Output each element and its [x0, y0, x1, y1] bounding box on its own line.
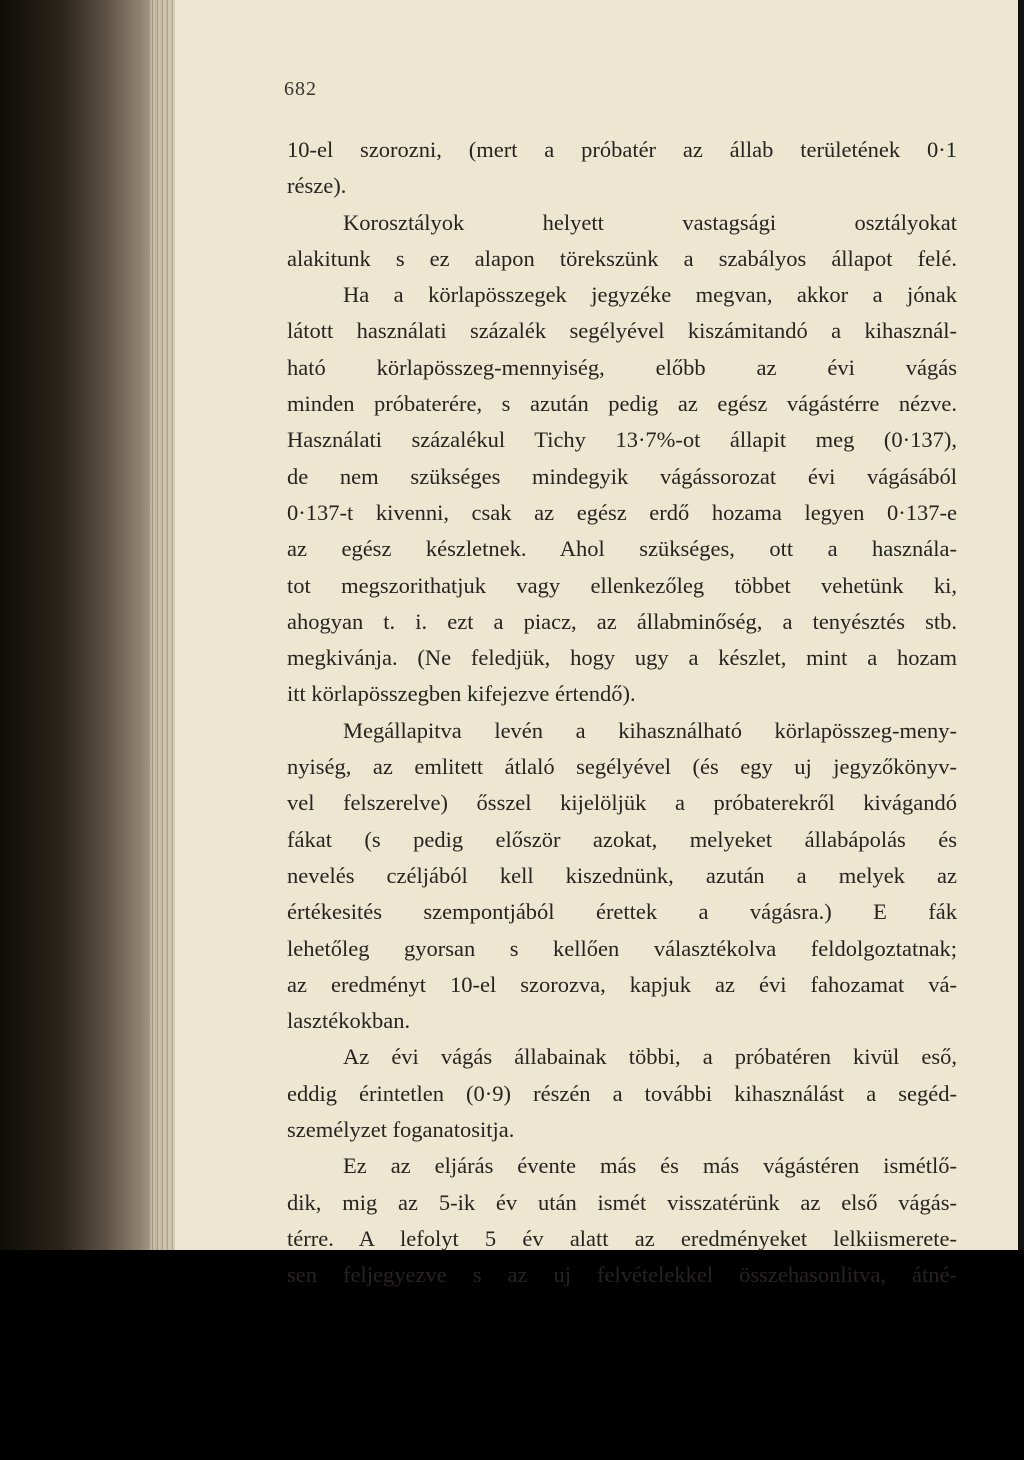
text-line: itt körlapösszegben kifejezve értendő). — [287, 681, 636, 707]
text-line: személyzet foganatositja. — [287, 1117, 515, 1143]
text-line: ható körlapösszeg-mennyiség, előbb az évi vágás — [287, 354, 957, 380]
text-line: Ez az eljárás évente más és más vágástéren ismétlő- — [343, 1153, 957, 1179]
text-line: 10-el szorozni, (mert a próbatér az állab területének 0·1 — [287, 137, 957, 162]
text-line: alakitunk s ez alapon törekszünk a szabályos állapot felé. — [287, 245, 957, 271]
text-line: eddig érintetlen (0·9) részén a további kihasználást a segéd- — [287, 1080, 957, 1106]
text-line: lasztékokban. — [287, 1008, 411, 1034]
text-line: látott használati százalék segélyével kiszámitandó a kihasznál- — [287, 318, 957, 344]
text-line: megkivánja. (Ne feledjük, hogy ugy a készlet, mint a hozam — [287, 645, 957, 671]
text-line: de nem szükséges mindegyik vágássorozat évi vágásából — [287, 463, 957, 489]
text-line: fákat (s pedig először azokat, melyeket állabápolás és — [287, 826, 957, 852]
text-line: az eredményt 10-el szorozva, kapjuk az évi fahozamat vá- — [287, 971, 957, 997]
text-line: Korosztályok helyett vastagsági osztályokat — [343, 209, 957, 235]
text-line: része). — [287, 173, 347, 199]
scan-border — [1018, 0, 1024, 1250]
text-line: Ha a körlapösszegek jegyzéke megvan, akkor a jónak — [343, 282, 957, 308]
text-line: dik, mig az 5-ik év után ismét visszatérünk az első vágás- — [287, 1189, 957, 1215]
text-line: minden próbaterére, s azután pedig az egész vágástérre nézve. — [287, 391, 957, 417]
text-line: nyiség, az emlitett átlaló segélyével (és egy uj jegyzőkönyv- — [287, 754, 957, 780]
body-text — [287, 132, 957, 1294]
book-spine — [0, 0, 175, 1250]
text-line: ahogyan t. i. ezt a piacz, az állabminőség, a tenyésztés stb. — [287, 608, 957, 634]
text-line: Az évi vágás állabainak többi, a próbatéren kivül eső, — [343, 1044, 957, 1070]
text-line: 0·137-t kivenni, csak az egész erdő hozama legyen 0·137-e — [287, 499, 957, 525]
text-line: nevelés czéljából kell kiszednünk, azután a melyek az — [287, 862, 957, 888]
text-line: tot megszorithatjuk vagy ellenkezőleg többet vehetünk ki, — [287, 572, 957, 598]
text-line: Használati százalékul Tichy 13·7%-ot állapit meg (0·137), — [287, 427, 957, 453]
text-line: vel felszerelve) ősszel kijelöljük a próbaterekről kivágandó — [287, 790, 957, 816]
text-line: térre. A lefolyt 5 év alatt az eredményeket lelkiismerete- — [287, 1225, 957, 1251]
page-number: 682 — [284, 78, 317, 100]
text-line: értékesités szempontjából érettek a vágásra.) E fák — [287, 899, 957, 925]
page-edges — [150, 0, 175, 1250]
text-line: az egész készletnek. Ahol szükséges, ott a használa- — [287, 536, 957, 562]
text-line: Megállapitva levén a kihasználható körlapösszeg-meny- — [343, 717, 957, 743]
text-line: lehetőleg gyorsan s kellően választékolva feldolgoztatnak; — [287, 935, 957, 961]
text-line: sen feljegyezve s az uj felvételekkel összehasonlitva, átné- — [287, 1262, 957, 1288]
